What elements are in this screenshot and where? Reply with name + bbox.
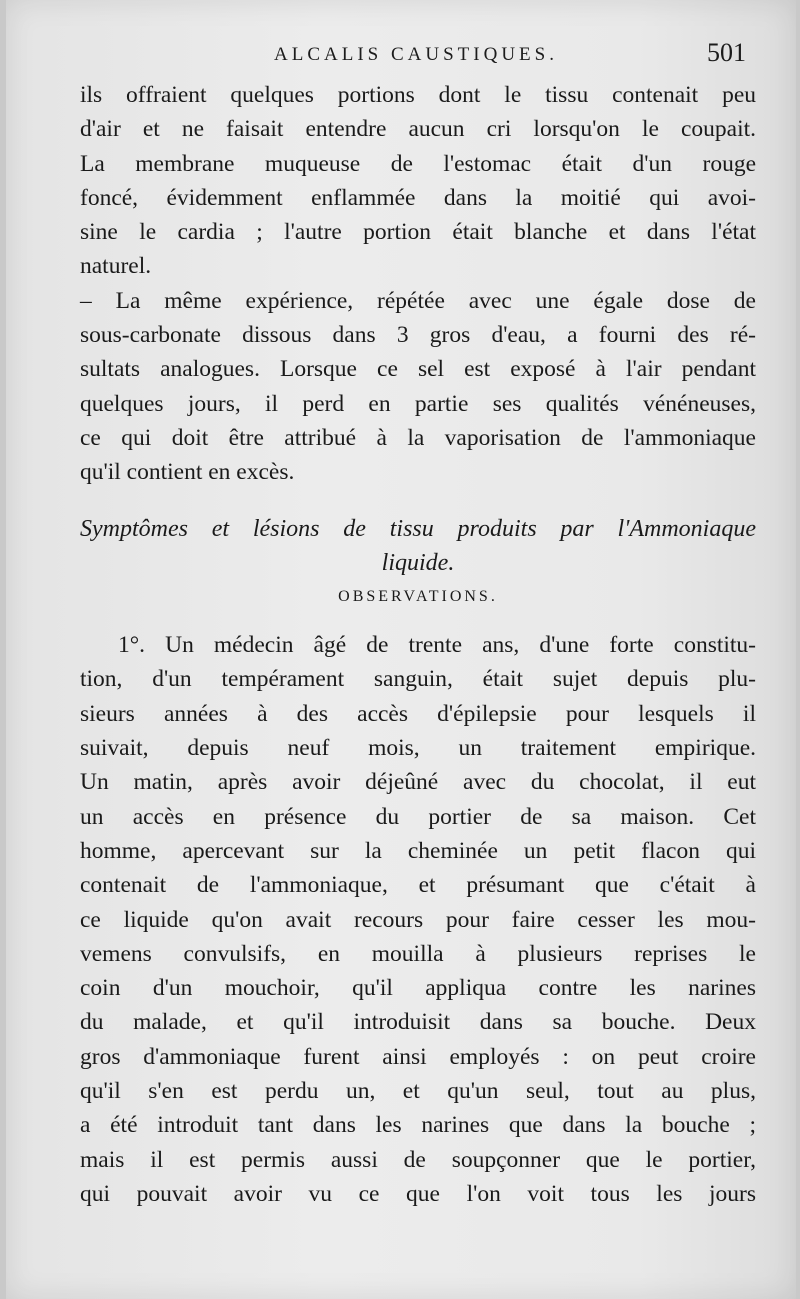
text-line: tion, d'un tempérament sanguin, était sujet depuis plu- (80, 666, 756, 693)
text-line: foncé, évidemment enflammée dans la moitié qui avoi- (80, 184, 756, 211)
text-line: sieurs années à des accès d'épilepsie pour lesquels il (80, 700, 756, 727)
section-heading-line: liquide. (381, 549, 455, 576)
text-line: qu'il s'en est perdu un, et qu'un seul, tout au plus, (80, 1078, 756, 1105)
text-line: sine le cardia ; l'autre portion était blanche et dans l'état (80, 219, 756, 246)
text-line: homme, apercevant sur la cheminée un petit flacon qui (80, 837, 756, 864)
text-line: sultats analogues. Lorsque ce sel est exposé à l'air pendant (80, 356, 756, 383)
text-line: a été introduit tant dans les narines que dans la bouche ; (80, 1112, 756, 1139)
text-line: suivait, depuis neuf mois, un traitement empirique. (80, 735, 756, 762)
book-page (6, 0, 796, 1299)
text-line: d'air et ne faisait entendre aucun cri lorsqu'on le coupait. (80, 116, 756, 143)
text-line: contenait de l'ammoniaque, et présumant que c'était à (80, 872, 756, 899)
text-line: vemens convulsifs, en mouilla à plusieurs reprises le (80, 940, 756, 967)
text-line: ce liquide qu'on avait recours pour faire cesser les mou- (80, 906, 756, 933)
text-line: 1°. Un médecin âgé de trente ans, d'une forte constitu- (118, 632, 756, 659)
text-line: – La même expérience, répétée avec une égale dose de (80, 287, 756, 314)
text-line: naturel. (80, 253, 152, 280)
paragraph-continuation (80, 78, 756, 284)
text-line: un accès en présence du portier de sa maison. Cet (80, 803, 756, 830)
text-line: quelques jours, il perd en partie ses qualités vénéneuses, (80, 390, 756, 417)
running-header (76, 38, 756, 78)
text-line: qu'il contient en excès. (80, 459, 295, 486)
section-heading-line: Symptômes et lésions de tissu produits par l'Ammoniaque (80, 515, 756, 542)
observations-heading: OBSERVATIONS. (338, 588, 498, 606)
page-number: 501 (707, 38, 746, 67)
text-line: La membrane muqueuse de l'estomac était d'un rouge (80, 150, 756, 177)
observation-1 (80, 628, 756, 1211)
text-line: gros d'ammoniaque furent ainsi employés : on peut croire (80, 1043, 756, 1070)
text-line: coin d'un mouchoir, qu'il appliqua contre les narines (80, 975, 756, 1002)
text-line: ce qui doit être attribué à la vaporisation de l'ammoniaque (80, 424, 756, 451)
text-line: du malade, et qu'il introduisit dans sa bouche. Deux (80, 1009, 756, 1036)
text-line: qui pouvait avoir vu ce que l'on voit tous les jours (80, 1180, 756, 1207)
paragraph-experiment (80, 284, 756, 490)
text-line: ils offraient quelques portions dont le tissu contenait peu (80, 82, 756, 108)
text-line: Un matin, après avoir déjeûné avec du chocolat, il eut (80, 769, 756, 796)
section-heading (80, 512, 756, 581)
text-line: sous-carbonate dissous dans 3 gros d'eau, a fourni des ré- (80, 322, 756, 349)
text-line: mais il est permis aussi de soupçonner que le portier, (80, 1146, 756, 1173)
body-text (80, 78, 756, 1211)
running-title: ALCALIS CAUSTIQUES. (274, 44, 558, 65)
